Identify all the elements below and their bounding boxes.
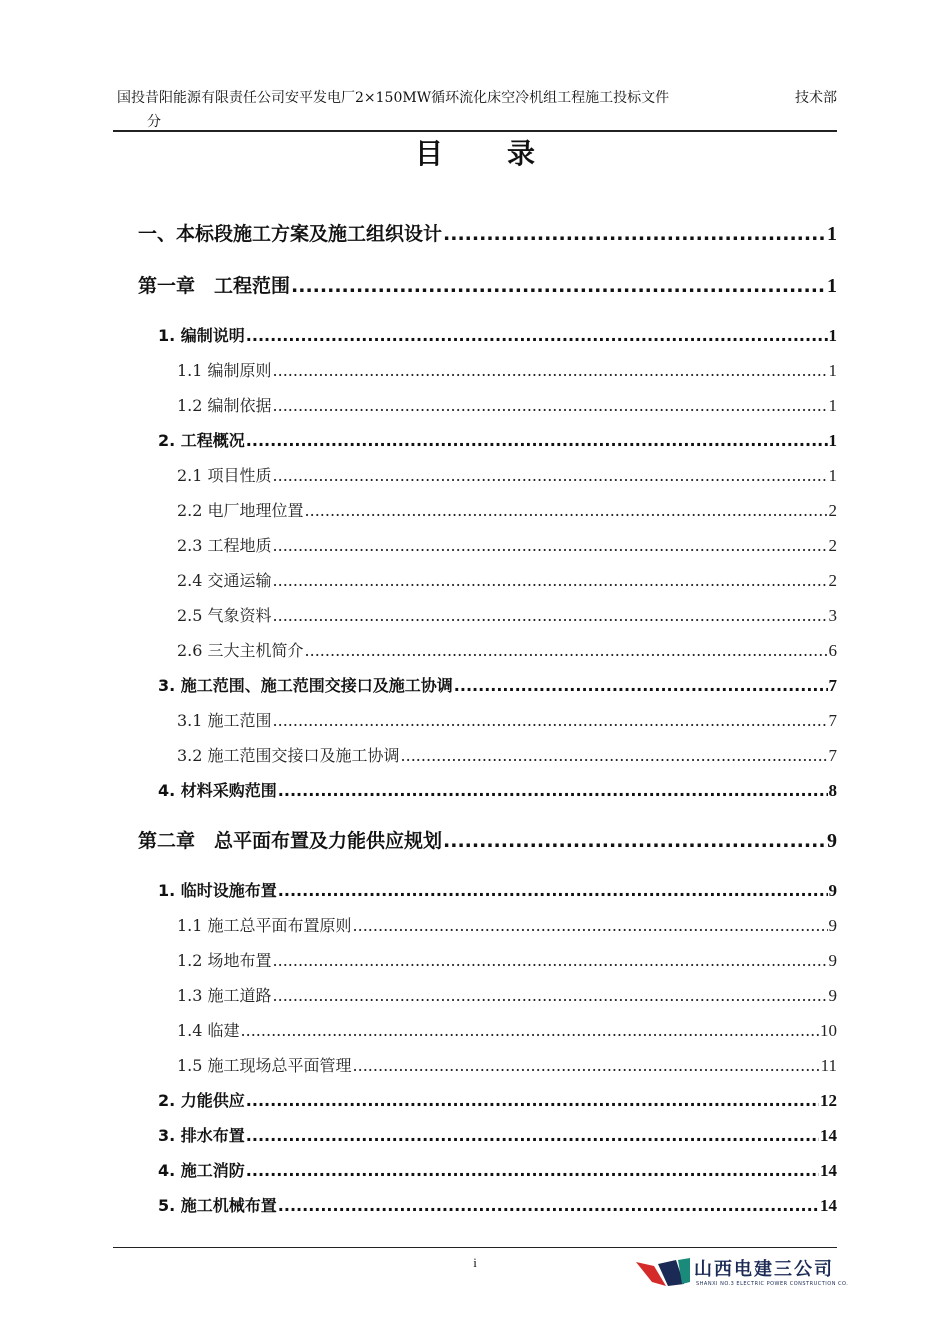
logo-subtext: SHANXI NO.3 ELECTRIC POWER CONSTRUCTION CO. bbox=[696, 1281, 849, 1287]
toc-entry-page: 11 bbox=[820, 1056, 837, 1075]
toc-section-entry[interactable] bbox=[158, 1158, 837, 1181]
toc-subsection-entry[interactable] bbox=[177, 638, 837, 661]
toc-section-entry[interactable] bbox=[158, 323, 837, 346]
toc-entry-label: 1.1 施工总平面布置原则 bbox=[177, 916, 352, 935]
toc-entry-label: 1.1 编制原则 bbox=[177, 361, 272, 380]
toc-entry-page: 9 bbox=[828, 951, 837, 970]
logo-text: 山西电建三公司 bbox=[694, 1259, 834, 1280]
toc-entry-page: 2 bbox=[828, 571, 837, 590]
toc-entry-page: 6 bbox=[828, 641, 837, 660]
toc-subsection-entry[interactable] bbox=[177, 463, 837, 486]
toc-entry-label: 1.2 场地布置 bbox=[177, 951, 272, 970]
toc-leader-dots bbox=[273, 986, 828, 1005]
toc-entry-page: 1 bbox=[827, 223, 837, 245]
toc-title: 目录 bbox=[414, 137, 599, 170]
toc-leader-dots bbox=[278, 781, 828, 800]
toc-leader-dots bbox=[273, 951, 828, 970]
toc-subsection-entry[interactable] bbox=[177, 498, 837, 521]
toc-entry-page: 9 bbox=[828, 986, 837, 1005]
header-department: 技术部 bbox=[795, 90, 837, 106]
toc-entry-label: 1. 临时设施布置 bbox=[158, 881, 277, 900]
toc-entry-label: 2.3 工程地质 bbox=[177, 536, 272, 555]
toc-entry-label: 第二章 总平面布置及力能供应规划 bbox=[138, 830, 443, 852]
toc-entry-label: 4. 施工消防 bbox=[158, 1161, 245, 1180]
toc-leader-dots bbox=[353, 1056, 820, 1075]
toc-leader-dots bbox=[246, 1091, 819, 1110]
toc-subsection-entry[interactable] bbox=[177, 983, 837, 1006]
toc-subsection-entry[interactable] bbox=[177, 568, 837, 591]
toc-entry-label: 2.1 项目性质 bbox=[177, 466, 272, 485]
toc-subsection-entry[interactable] bbox=[177, 533, 837, 556]
toc-entry-label: 2.2 电厂地理位置 bbox=[177, 501, 304, 520]
toc-subsection-entry[interactable] bbox=[177, 913, 837, 936]
toc-leader-dots bbox=[291, 275, 826, 297]
toc-entry-page: 1 bbox=[828, 466, 837, 485]
toc-subsection-entry[interactable] bbox=[177, 393, 837, 416]
toc-entry-label: 3. 施工范围、施工范围交接口及施工协调 bbox=[158, 676, 453, 695]
toc-entry-page: 8 bbox=[828, 781, 837, 800]
toc-entry-page: 1 bbox=[827, 275, 837, 297]
toc-chapter-entry[interactable] bbox=[138, 826, 837, 853]
toc-section-entry[interactable] bbox=[158, 1193, 837, 1216]
toc-entry-label: 3.2 施工范围交接口及施工协调 bbox=[177, 746, 400, 765]
toc-entry-label: 3.1 施工范围 bbox=[177, 711, 272, 730]
toc-section-entry[interactable] bbox=[158, 1088, 837, 1111]
toc-entry-page: 1 bbox=[828, 431, 837, 450]
toc-entry-page: 10 bbox=[820, 1021, 837, 1040]
toc-subsection-entry[interactable] bbox=[177, 358, 837, 381]
toc-entry-label: 2. 工程概况 bbox=[158, 431, 245, 450]
toc-entry-label: 第一章 工程范围 bbox=[138, 275, 291, 297]
toc-leader-dots bbox=[278, 881, 828, 900]
toc-leader-dots bbox=[273, 536, 828, 555]
toc-entry-page: 1 bbox=[828, 396, 837, 415]
toc-entry-label: 一、本标段施工方案及施工组织设计 bbox=[138, 223, 443, 245]
toc-subsection-entry[interactable] bbox=[177, 948, 837, 971]
toc-entry-label: 1.5 施工现场总平面管理 bbox=[177, 1056, 352, 1075]
toc-leader-dots bbox=[443, 830, 826, 852]
toc-entry-label: 2.5 气象资料 bbox=[177, 606, 272, 625]
toc-entry-page: 2 bbox=[828, 501, 837, 520]
toc-entry-page: 1 bbox=[828, 326, 837, 345]
toc-entry-page: 14 bbox=[820, 1161, 837, 1180]
toc-leader-dots bbox=[241, 1021, 819, 1040]
toc-entry-page: 14 bbox=[820, 1126, 837, 1145]
toc-leader-dots bbox=[278, 1196, 819, 1215]
toc-entry-label: 5. 施工机械布置 bbox=[158, 1196, 277, 1215]
toc-entry-page: 9 bbox=[828, 916, 837, 935]
toc-entry-label: 2.6 三大主机简介 bbox=[177, 641, 304, 660]
toc-entry-page: 7 bbox=[828, 711, 837, 730]
toc-leader-dots bbox=[246, 326, 828, 345]
toc-entry-page: 7 bbox=[828, 746, 837, 765]
toc-entry-page: 12 bbox=[820, 1091, 837, 1110]
toc-leader-dots bbox=[443, 223, 826, 245]
header-wrap-text: 分 bbox=[147, 114, 161, 130]
toc-leader-dots bbox=[353, 916, 828, 935]
page-number: i bbox=[473, 1255, 477, 1270]
toc-leader-dots bbox=[273, 396, 828, 415]
toc-leader-dots bbox=[305, 641, 828, 660]
toc-section-entry[interactable] bbox=[158, 428, 837, 451]
footer-divider bbox=[113, 1247, 837, 1248]
toc-entry-page: 2 bbox=[828, 536, 837, 555]
toc-section-entry[interactable] bbox=[158, 778, 837, 801]
toc-leader-dots bbox=[401, 746, 828, 765]
toc-chapter-entry[interactable] bbox=[138, 271, 837, 298]
toc-entry-label: 3. 排水布置 bbox=[158, 1126, 245, 1145]
toc-leader-dots bbox=[273, 711, 828, 730]
toc-subsection-entry[interactable] bbox=[177, 603, 837, 626]
toc-section-entry[interactable] bbox=[158, 673, 837, 696]
toc-entry-label: 1.3 施工道路 bbox=[177, 986, 272, 1005]
toc-section-entry[interactable] bbox=[158, 878, 837, 901]
toc-leader-dots bbox=[273, 606, 828, 625]
toc-entry-label: 2.4 交通运输 bbox=[177, 571, 272, 590]
toc-leader-dots bbox=[273, 466, 828, 485]
toc-leader-dots bbox=[246, 1161, 819, 1180]
toc-entry-page: 14 bbox=[820, 1196, 837, 1215]
toc-leader-dots bbox=[273, 361, 828, 380]
toc-entry-label: 1.4 临建 bbox=[177, 1021, 240, 1040]
toc-leader-dots bbox=[273, 571, 828, 590]
header-title: 国投昔阳能源有限责任公司安平发电厂2×150MW循环流化床空冷机组工程施工投标文件 bbox=[117, 90, 670, 106]
toc-entry-label: 1.2 编制依据 bbox=[177, 396, 272, 415]
toc-subsection-entry[interactable] bbox=[177, 743, 837, 766]
toc-leader-dots bbox=[305, 501, 828, 520]
toc-subsection-entry[interactable] bbox=[177, 1053, 837, 1076]
toc-entry-label: 2. 力能供应 bbox=[158, 1091, 245, 1110]
toc-subsection-entry[interactable] bbox=[177, 1018, 837, 1041]
toc-subsection-entry[interactable] bbox=[177, 708, 837, 731]
toc-entry-page: 1 bbox=[828, 361, 837, 380]
toc-entry-page: 9 bbox=[827, 830, 837, 852]
toc-entry-page: 7 bbox=[828, 676, 837, 695]
toc-leader-dots bbox=[246, 1126, 819, 1145]
toc-leader-dots bbox=[246, 431, 828, 450]
toc-entry-page: 9 bbox=[828, 881, 837, 900]
toc-entry-label: 4. 材料采购范围 bbox=[158, 781, 277, 800]
toc-entry-label: 1. 编制说明 bbox=[158, 326, 245, 345]
toc-entry-page: 3 bbox=[828, 606, 837, 625]
toc-section-entry[interactable] bbox=[158, 1123, 837, 1146]
toc-leader-dots bbox=[454, 676, 828, 695]
toc-chapter-entry[interactable] bbox=[138, 219, 837, 246]
